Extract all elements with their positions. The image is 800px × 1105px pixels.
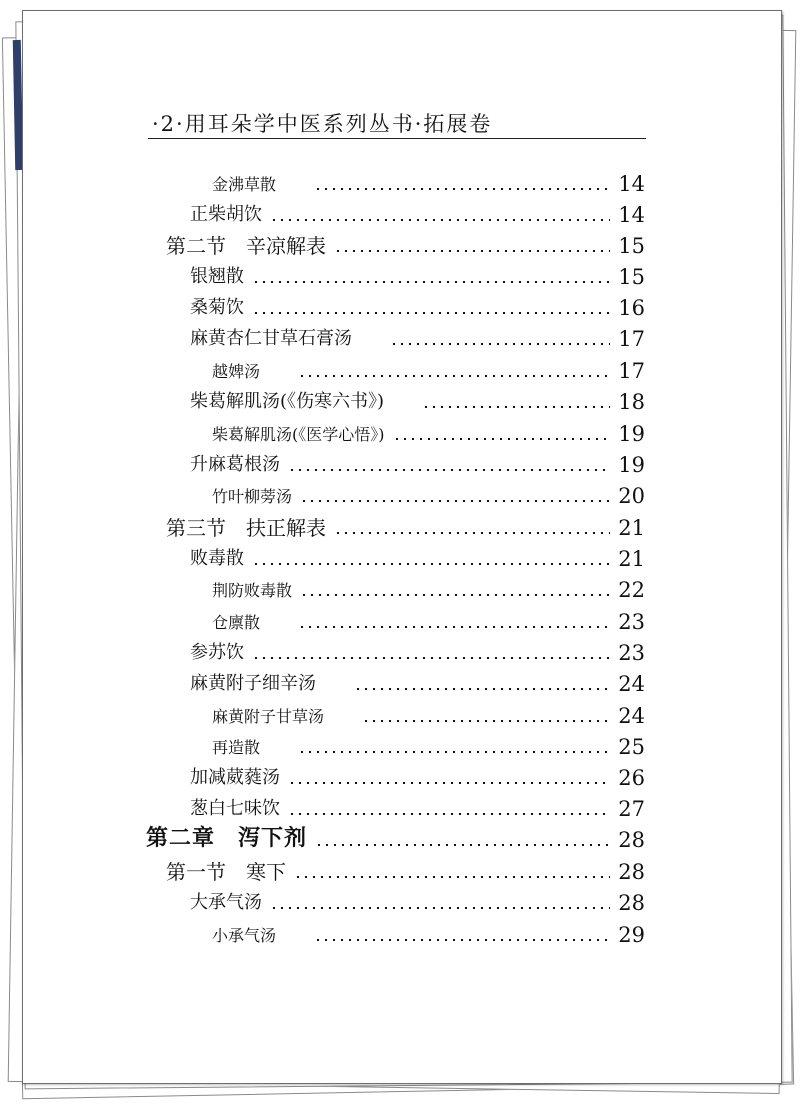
- leader-dots: [300, 500, 610, 502]
- toc-entry: [190, 791, 645, 821]
- toc-entry: [212, 572, 645, 602]
- toc-entry-label: 麻黄杏仁甘草石膏汤: [190, 328, 352, 349]
- toc-entry-page: 15: [618, 234, 645, 258]
- leader-dots: [288, 782, 610, 784]
- toc-entry: [190, 760, 645, 790]
- leader-dots: [252, 563, 610, 565]
- leader-dots: [390, 343, 610, 345]
- leader-dots: [362, 720, 610, 722]
- toc-entry: [166, 510, 645, 540]
- toc-entry-page: 14: [618, 203, 645, 227]
- leader-dots: [314, 939, 610, 941]
- toc-entry-label: 第一节 寒下: [166, 860, 286, 884]
- toc-entry: [190, 321, 645, 351]
- toc-entry-page: 23: [618, 610, 645, 634]
- toc-entry: [212, 698, 645, 728]
- toc-entry: [166, 228, 645, 258]
- leader-dots: [315, 844, 610, 846]
- leader-dots: [354, 688, 610, 690]
- toc-entry-page: 19: [618, 453, 645, 477]
- toc-entry: [190, 259, 645, 289]
- toc-entry-page: 17: [618, 359, 645, 383]
- leader-dots: [288, 469, 610, 471]
- leader-dots: [270, 907, 610, 909]
- leader-dots: [252, 281, 610, 283]
- toc-entry-page: 24: [618, 672, 645, 696]
- leader-dots: [298, 626, 610, 628]
- leader-dots: [393, 438, 611, 440]
- toc-entry-page: 29: [618, 923, 645, 947]
- toc-entry-label: 桑菊饮: [190, 297, 244, 318]
- toc-entry-label: 加减葳蕤汤: [190, 767, 280, 788]
- toc-entry: [190, 541, 645, 571]
- toc-entry-page: 28: [618, 891, 645, 915]
- toc-entry-label: 仓廪散: [212, 613, 261, 632]
- toc-entry-label: 升麻葛根汤: [190, 454, 280, 475]
- toc-entry-page: 16: [618, 296, 645, 320]
- toc-entry-label: 小承气汤: [212, 926, 277, 945]
- toc-entry-page: 21: [618, 516, 645, 540]
- toc-entry: [212, 353, 645, 383]
- toc-entry-label: 荆防败毒散: [212, 581, 293, 600]
- toc-entry: [190, 290, 645, 320]
- toc-entry-label: 正柴胡饮: [190, 204, 262, 225]
- leader-dots: [334, 250, 610, 252]
- leader-dots: [294, 876, 610, 878]
- toc-entry-label: 参苏饮: [190, 642, 244, 663]
- toc-entry: [190, 197, 645, 227]
- toc-entry-page: 15: [618, 265, 645, 289]
- toc-entry-label: 第二章 泻下剂: [146, 826, 308, 851]
- toc-entry-page: 17: [618, 327, 645, 351]
- toc-entry-label: 银翘散: [190, 266, 244, 287]
- toc-entry-page: 28: [618, 828, 645, 852]
- toc-entry: [166, 854, 645, 884]
- toc-entry-label: 柴葛解肌汤(《医学心悟》): [212, 425, 385, 444]
- leader-dots: [314, 188, 610, 190]
- toc-entry: [212, 416, 645, 446]
- toc-entry: [190, 885, 645, 915]
- toc-chapter-entry: [146, 822, 645, 852]
- toc-entry-label: 再造散: [212, 738, 261, 757]
- toc-entry-label: 葱白七味饮: [190, 798, 280, 819]
- toc-entry-page: 21: [618, 547, 645, 571]
- header-title: ·2·用耳朵学中医系列丛书·拓展卷: [152, 112, 493, 136]
- toc-entry-page: 14: [618, 172, 645, 196]
- leader-dots: [300, 594, 610, 596]
- toc-entry-label: 竹叶柳蒡汤: [212, 487, 293, 506]
- toc-entry-label: 麻黄附子细辛汤: [190, 673, 316, 694]
- toc-entry-label: 败毒散: [190, 548, 244, 569]
- toc-entry-page: 24: [618, 704, 645, 728]
- toc-entry: [190, 384, 645, 414]
- toc-entry-label: 第二节 辛凉解表: [166, 234, 326, 258]
- toc-entry: [212, 166, 645, 196]
- toc-entry-page: 18: [618, 390, 645, 414]
- toc-entry-page: 26: [618, 766, 645, 790]
- toc-entry: [212, 604, 645, 634]
- toc-entry-label: 大承气汤: [190, 892, 262, 913]
- toc-entry: [212, 729, 645, 759]
- leader-dots: [422, 406, 610, 408]
- toc-entry-page: 19: [618, 422, 645, 446]
- leader-dots: [252, 657, 610, 659]
- toc-entry-page: 20: [618, 484, 645, 508]
- leader-dots: [288, 813, 610, 815]
- toc-entry-page: 22: [618, 578, 645, 602]
- toc-entry: [190, 635, 645, 665]
- toc-entry-page: 27: [618, 797, 645, 821]
- toc-entry: [190, 447, 645, 477]
- leader-dots: [334, 532, 610, 534]
- toc-entry-page: 23: [618, 641, 645, 665]
- toc-entry-label: 越婢汤: [212, 362, 261, 381]
- toc-entry-label: 第三节 扶正解表: [166, 516, 326, 540]
- leader-dots: [298, 751, 610, 753]
- toc-entry-label: 柴葛解肌汤(《伤寒六书》): [190, 391, 385, 412]
- toc-entry-label: 麻黄附子甘草汤: [212, 707, 325, 726]
- toc-entry-page: 25: [618, 735, 645, 759]
- leader-dots: [298, 375, 610, 377]
- leader-dots: [252, 312, 610, 314]
- leader-dots: [270, 219, 610, 221]
- toc-entry: [190, 666, 645, 696]
- toc-entry: [212, 917, 645, 947]
- toc-entry-label: 金沸草散: [212, 175, 277, 194]
- toc-entry: [212, 478, 645, 508]
- toc-entry-page: 28: [618, 860, 645, 884]
